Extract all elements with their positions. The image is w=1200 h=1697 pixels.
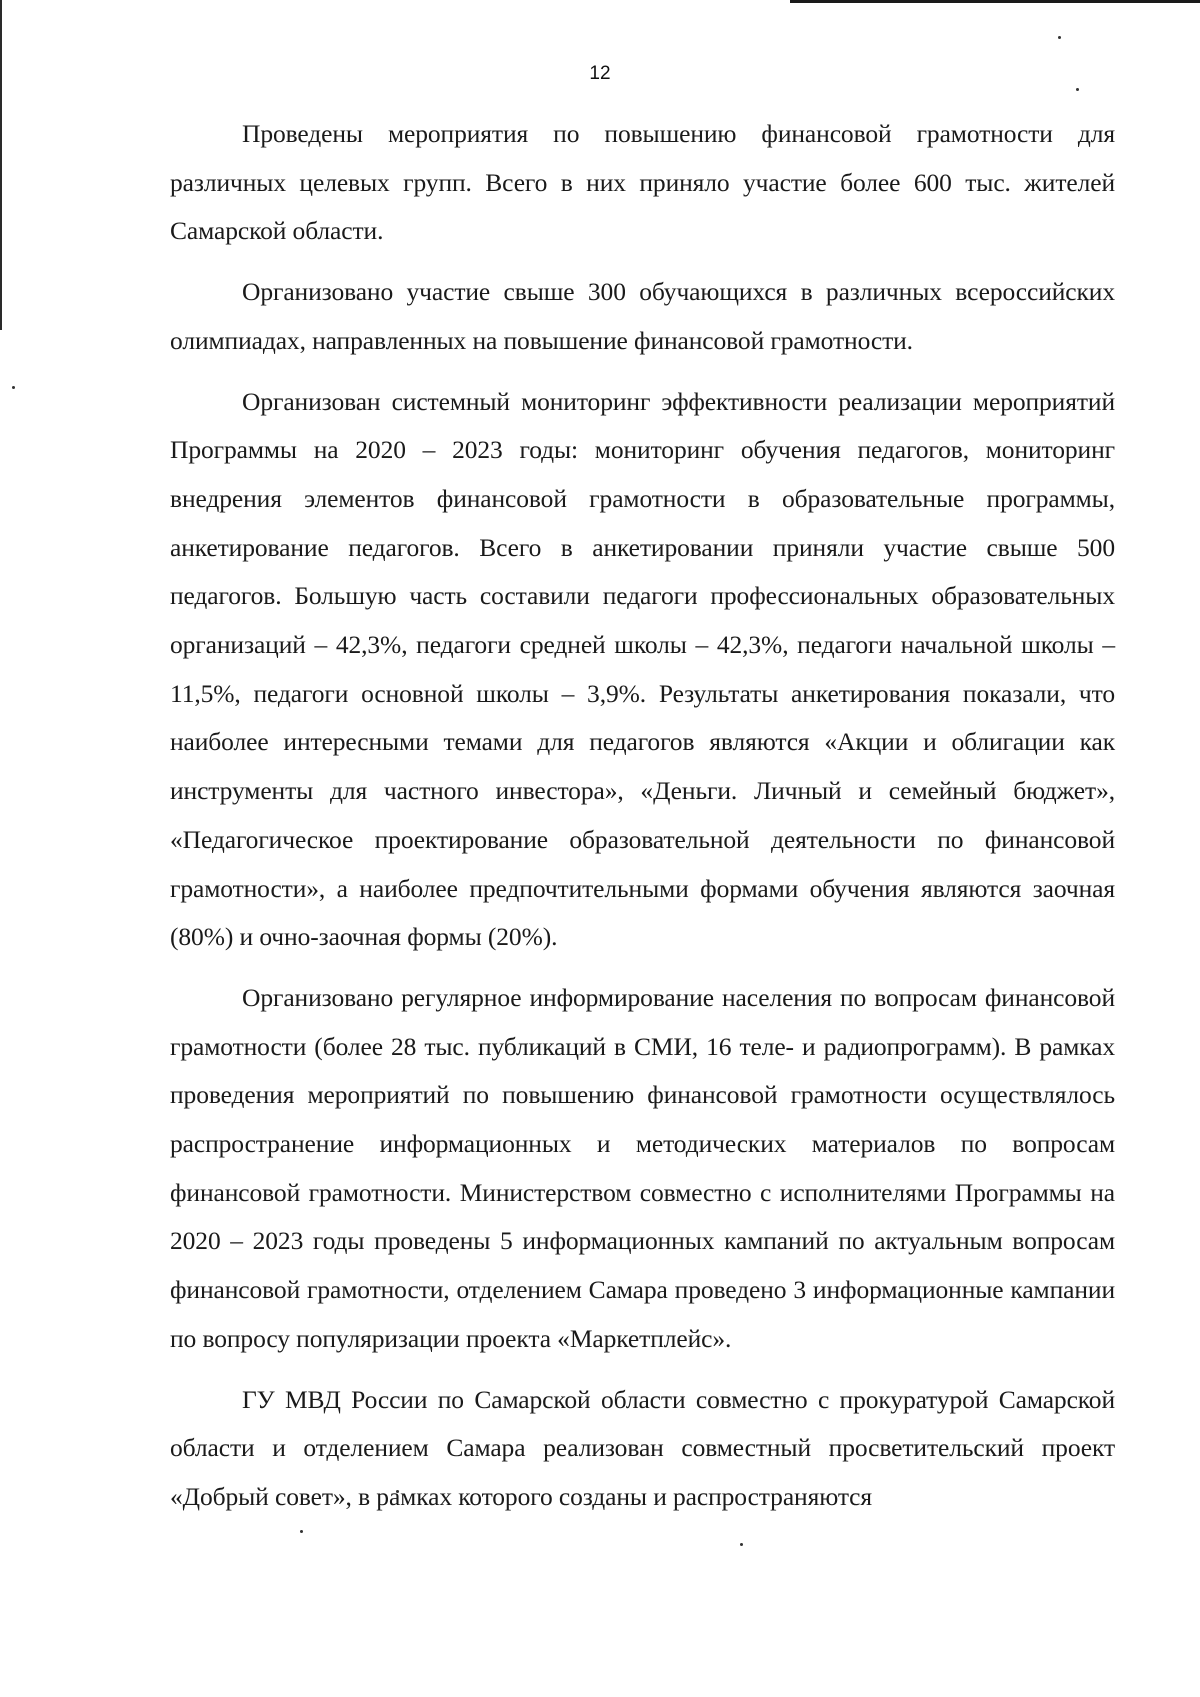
scan-border-line [790,0,1200,3]
scan-edge-mark [0,0,2,330]
paragraph: ГУ МВД России по Самарской области совместно с прокуратурой Самарской области и отделением Самара реализован совместный просветительский проект «Добрый совет», в рамках которого созданы и распространяются [170,1384,1115,1511]
scan-speck [740,1543,743,1546]
scan-speck [1058,36,1061,39]
paragraph: Организовано регулярное информирование населения по вопросам финансовой грамотности (более 28 тыс. публикаций в СМИ, 16 теле- и радиопрограмм). В рамках проведения мероприятий по повышению финансовой грамотности осуществлялось распространение информационных и методических материалов по вопросам финансовой грамотности. Министерством совместно с исполнителями Программы на 2020 – 2023 годы проведены 5 информационных кампаний по актуальным вопросам финансовой грамотности, отделением Самара проведено 3 информационные кампании по вопросу популяризации проекта «Маркетплейс». [170,982,1115,1353]
document-body [170,110,1115,1534]
scan-speck [12,386,15,389]
page-number: 12 [589,63,611,84]
paragraph: Организован системный мониторинг эффективности реализации мероприятий Программы на 2020 – 2023 годы: мониторинг обучения педагогов, мониторинг внедрения элементов финансовой грамотности в образовательные программы, анкетирование педагогов. Всего в анкетировании приняли участие свыше 500 педагогов. Большую часть составили педагоги профессиональных образовательных организаций – 42,3%, педагоги средней школы – 42,3%, педагоги начальной школы – 11,5%, педагоги основной школы – 3,9%. Результаты анкетирования показали, что наиболее интересными темами для педагогов являются «Акции и облигации как инструменты для частного инвестора», «Деньги. Личный и семейный бюджет», «Педагогическое проектирование образовательной деятельности по финансовой грамотности», а наиболее предпочтительными формами обучения являются заочная (80%) и очно-заочная формы (20%). [170,386,1115,952]
paragraph: Организовано участие свыше 300 обучающихся в различных всероссийских олимпиадах, направленных на повышение финансовой грамотности. [170,277,1115,355]
paragraph: Проведены мероприятия по повышению финансовой грамотности для различных целевых групп. Всего в них приняло участие более 600 тыс. жителей Самарской области. [170,119,1115,246]
scan-speck [1076,88,1079,91]
